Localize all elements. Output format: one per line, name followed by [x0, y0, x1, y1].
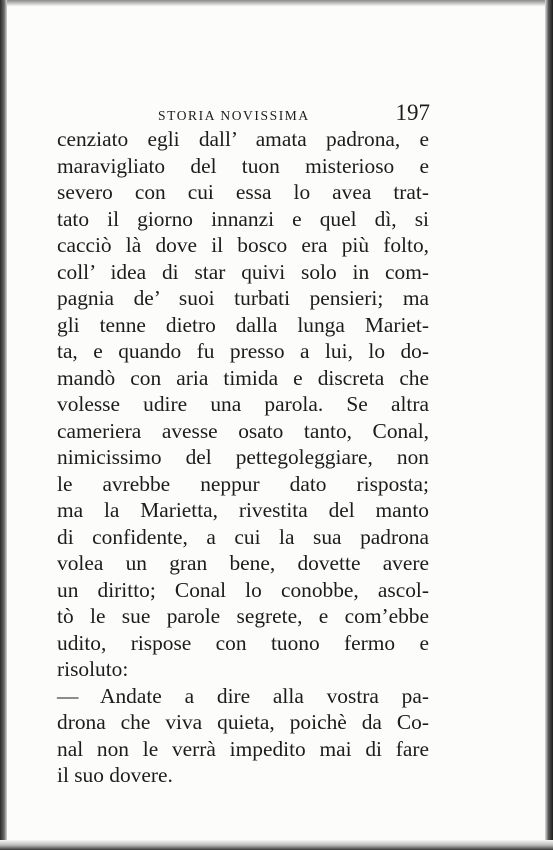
- text-line: risoluto:: [57, 657, 129, 681]
- text-line: volesse udire una parola. Se altra: [57, 392, 429, 416]
- text-line: nimicissimo del pettegoleggiare, non: [57, 445, 429, 469]
- text-line: cameriera avesse osato tanto, Conal,: [57, 418, 429, 443]
- text-line: udito, rispose con tuono fermo e: [57, 630, 429, 655]
- text-line: di confidente, a cui la sua padrona: [57, 524, 429, 549]
- text-line: cacciò là dove il bosco era più folto,: [57, 233, 429, 257]
- text-line: tò le sue parole segrete, e com’ebbe: [57, 604, 429, 628]
- text-line: il suo dovere.: [57, 763, 173, 787]
- text-line: gli tenne dietro dalla lunga Mariet-: [57, 312, 429, 337]
- text-line: ma la Marietta, rivestita del manto: [57, 498, 429, 522]
- page-right-edge: [545, 0, 553, 850]
- page-header: [56, 98, 430, 128]
- page-left-edge: [0, 0, 7, 850]
- text-line: — Andate a dire alla vostra pa-: [57, 683, 429, 708]
- text-line: cenziato egli dall’ amata padrona, e: [57, 127, 429, 151]
- text-line: severo con cui essa lo avea trat-: [57, 180, 429, 204]
- text-line: nal non le verrà impedito mai di fare: [57, 736, 429, 761]
- page-top-edge: [0, 0, 553, 6]
- text-line: le avrebbe neppur dato risposta;: [57, 471, 429, 496]
- text-line: ta, e quando fu presso a lui, lo do-: [57, 339, 429, 363]
- page-number: 197: [395, 100, 430, 125]
- body-text: [57, 126, 429, 789]
- paragraph: [57, 683, 429, 789]
- text-line: maravigliato del tuon misterioso e: [57, 153, 429, 178]
- paragraph: [57, 126, 429, 683]
- running-title: STORIA NOVISSIMA: [158, 108, 310, 123]
- page-bottom-edge: [0, 840, 553, 850]
- text-line: coll’ idea di star quivi solo in com-: [57, 259, 429, 284]
- text-line: volea un gran bene, dovette avere: [57, 551, 429, 575]
- text-line: pagnia de’ suoi turbati pensieri; ma: [57, 286, 429, 310]
- text-line: tato il giorno innanzi e quel dì, si: [57, 206, 429, 231]
- text-line: un diritto; Conal lo conobbe, ascol-: [57, 577, 429, 602]
- text-line: drona che viva quieta, poichè da Co-: [57, 710, 429, 734]
- text-line: mandò con aria timida e discreta che: [57, 365, 429, 390]
